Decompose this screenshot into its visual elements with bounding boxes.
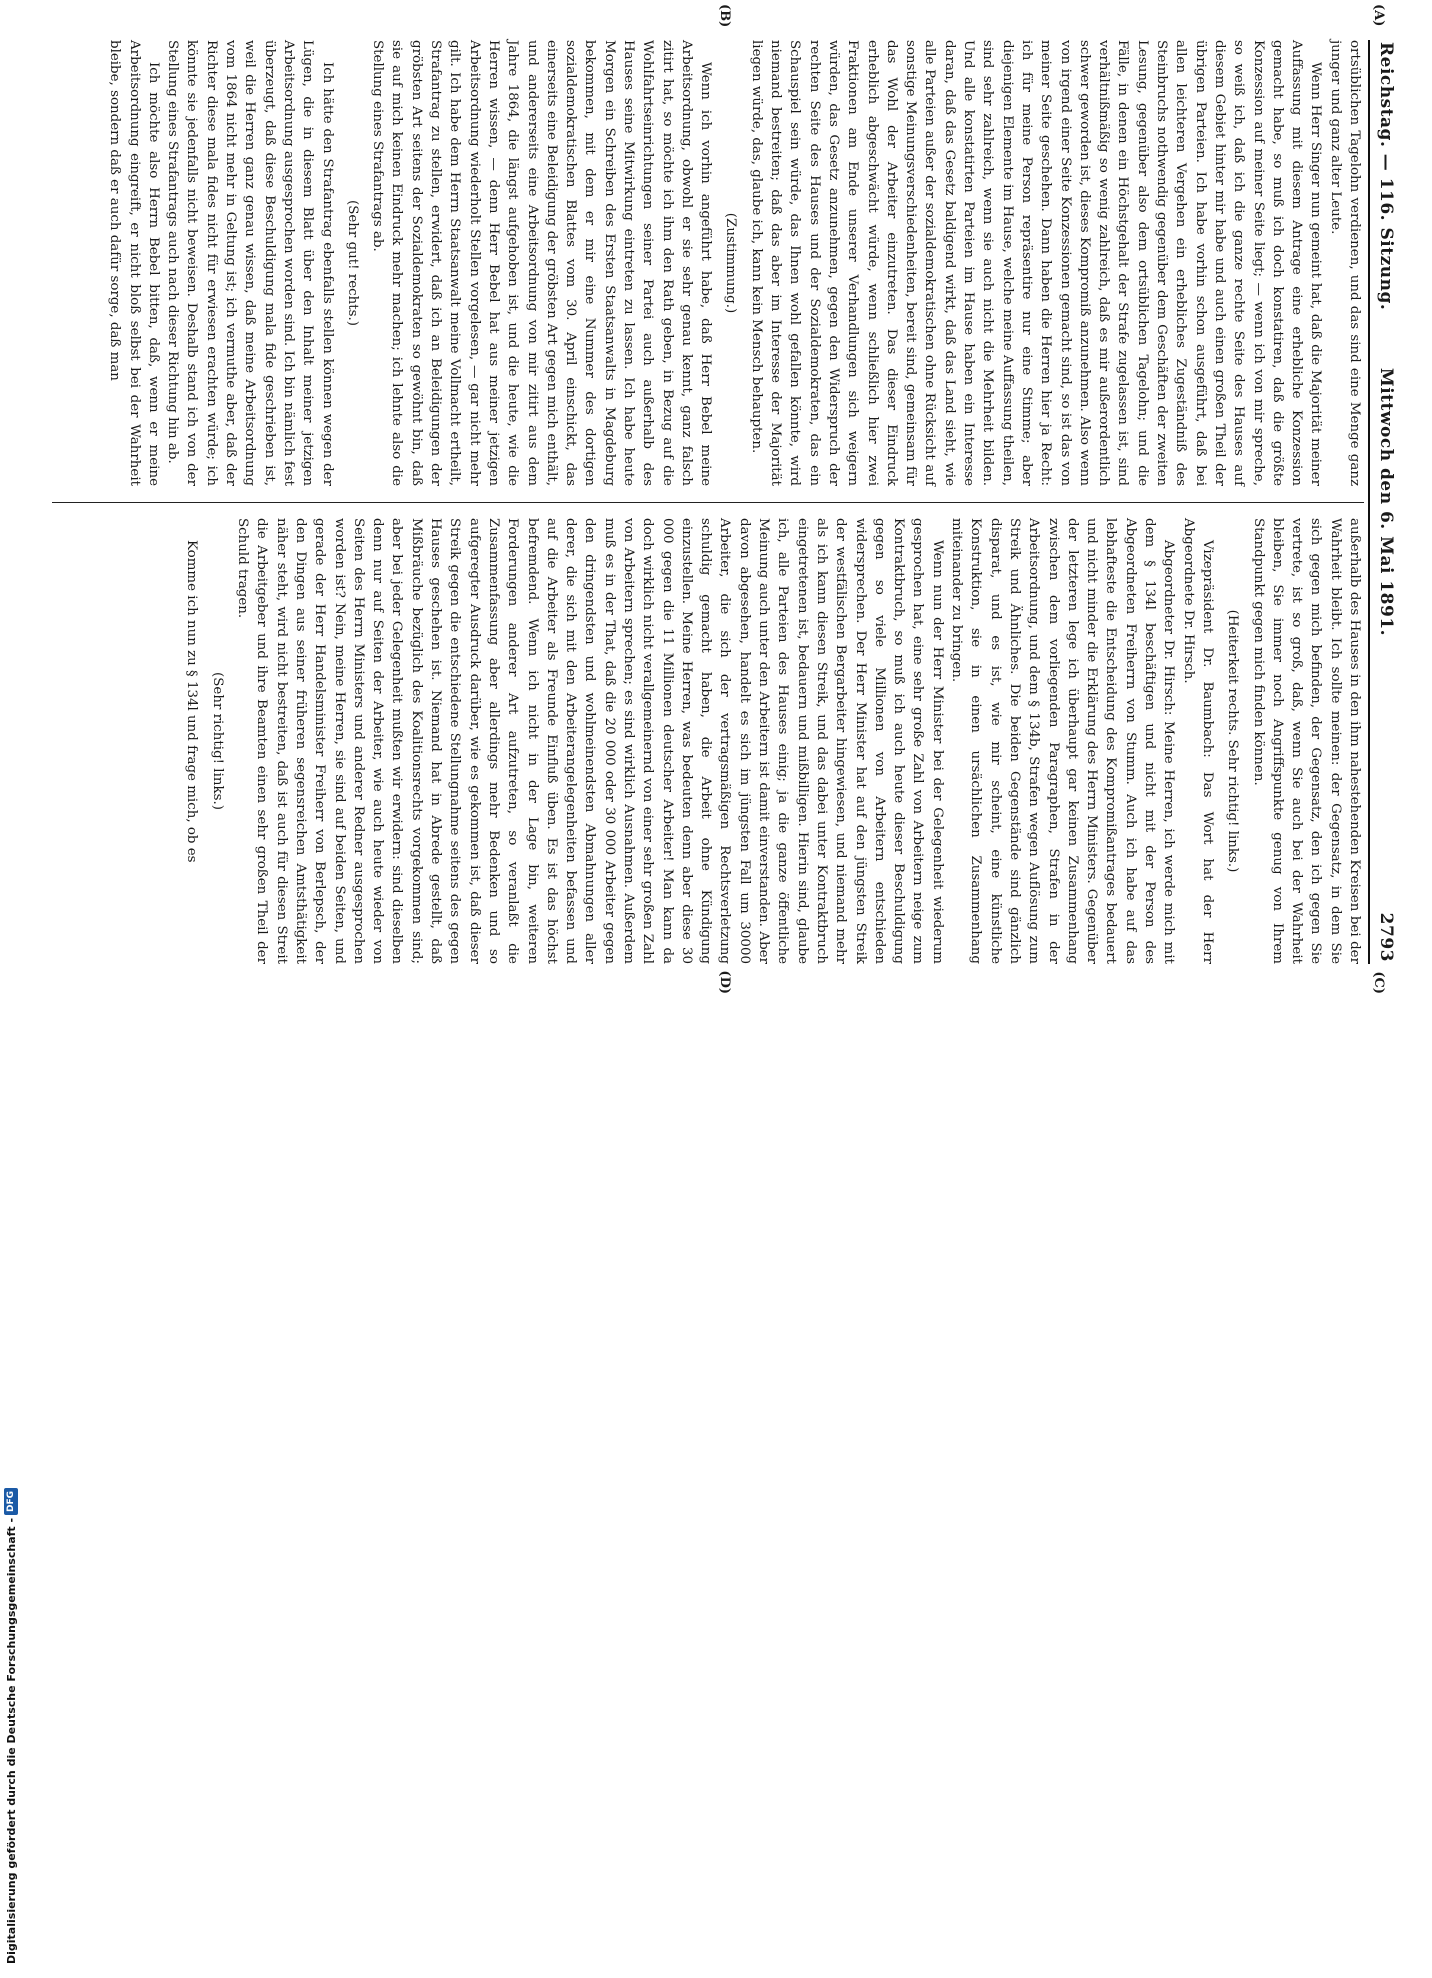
margin-marker-d: (D) xyxy=(717,970,732,994)
page-header xyxy=(1368,40,1404,964)
credit-text: Digitalisierung gefördert durch die Deutsche Forschungsgemeinschaft - xyxy=(4,1517,18,1964)
session-title: Reichstag. — 116. Sitzung. xyxy=(1376,42,1396,311)
paragraph: Komme ich nun zu § 134l und frage mich, ob es xyxy=(184,540,200,863)
applause-note: (Heiterkeit rechts. Sehr richtig! links.) xyxy=(1225,609,1241,873)
margin-marker-b: (B) xyxy=(717,4,732,28)
paragraph: Wenn ich vorhin angeführt habe, daß Herr Bebel meine Arbeitsordnung, obwohl er sie sehr genau kennt, ganz falsch zitirt hat, so möchte ich ihm den Rath geben, in Bezug auf die Wohlfahrtseinrichtungen seiner Partei auch außerhalb des Hauses seine Mitwirkung eintreten zu lassen. Ich habe heute Morgen ein Schreiben des Ersten Staatsanwalts in Magdeburg bekommen, mit dem er mir eine Nummer des dortigen sozialdemokratischen Blattes vom 30. April einschickt, das einerseits eine Beleidigung der gröbsten Art gegen mich enthält, und andererseits eine Arbeitsordnung von mir zitirt aus dem Jahre 1864, die längst aufgehoben ist, und die heute, wie die Herren wissen, — denn Herr Bebel hat aus meiner jetzigen Arbeitsordnung wiederholt Stellen vorgelesen, — gar nicht mehr gilt. Ich habe dem Herrn Staatsanwalt meine Vollmacht ertheilt, Strafantrag zu stellen, erwidert, daß ich an Beleidigungen der gröbsten Art seitens der Sozialdemokraten so gewöhnt bin, daß sie auf mich keinen Eindruck mehr machen; ich lehnte also die Stellung eines Strafantrags ab. xyxy=(370,40,714,486)
paragraph: Ich hätte den Strafantrag ebenfalls stellen können wegen der Lügen, die in diesem Blatt über den Inhalt meiner jetzigen Arbeitsordnung ausgesprochen worden sind. Ich bin nämlich fest überzeugt, daß diese Beschuldigung mala fide geschrieben ist, weil die Herren ganz genau wissen, daß meine Arbeitsordnung vom 1864 nicht mehr in Geltung ist; ich vermuthe aber, daß der Richter diese mala fides nicht für erwiesen erachten würde; ich könnte sie jedenfalls nicht beweisen. Deshalb stand ich von der Stellung eines Strafantrags auch nach dieser Richtung hin ab. xyxy=(165,40,335,486)
digitization-credit xyxy=(0,978,22,1978)
session-date: Mittwoch den 6. Mai 1891. xyxy=(1376,367,1396,637)
left-column xyxy=(52,40,1364,486)
text-columns xyxy=(52,40,1364,964)
margin-marker-c: (C) xyxy=(1371,971,1386,994)
applause-note: (Sehr richtig! links.) xyxy=(209,672,225,810)
paragraph: Wenn Herr Singer nun gemeint hat, daß die Majorität meiner Auffassung mit diesem Antrage eine erhebliche Konzession gemacht habe, so muß ich doch konstatiren, daß die größte Konzession auf meiner Seite liegt; — wenn ich von mir spreche, so weiß ich, daß ich die ganze rechte Seite des Hauses auf diesem Gebiet hinter mir habe und auch einen großen Theil der übrigen Parteien. Ich habe vorhin schon ausgeführt, daß bei allen leichteren Vergehen ein erhebliches Zugeständniß des Steinbruchs nothwendig gegenüber dem Geschäften der zweiten Lesung, gegenüber also dem ortsüblichen Tagelohn; und die Fälle, in denen ein Höchstgehalt der Strafe zugelassen ist, sind verhältnißmäßig so wenig zahlreich, daß es mir außerordentlich schwer geworden ist, dieses Kompromiß anzunehmen. Also wenn von irgend einer Seite Konzessionen gemacht sind, so ist das von meiner Seite geschehen. Dann haben die Herren hier ja Recht: ich für meine Person repräsentire nur eine Stimme; aber diejenigen Elemente im Hause, welche meine Auffassung theilen, sind sehr zahlreich, wenn sie auch nicht die Mehrheit bilden. Und alle konstatirten Parteien im Hause haben ein Interesse daran, daß das Gesetz baldigend wirkt, daß das Land sieht, wie alle Parteien außer der sozialdemokratischen ohne Rücksicht auf sonstige Meinungsverschiedenheiten, bereit sind, gemeinsam für das Wohl der Arbeiter einzutreten. Das dieser Eindruck erheblich abgeschwächt würde, wenn schließlich hier zwei Fraktionen am Ende unserer Verhandlungen sich weigern würden, das Gesetz anzunehmen, gegen den Widerspruch der rechten Seite des Hauses und der Sozialdemokraten, das ein Schauspiel sein würde, das Ihnen wohl gefallen könnte, wird niemand bestreiten; daß das aber im Interesse der Majorität liegen würde, das, glaube ich, kann kein Mensch behaupten. xyxy=(748,40,1324,486)
paragraph: ortsüblichen Tagelohn verdienen, und das sind eine Menge ganz junger und ganz alter Leute. xyxy=(1327,40,1362,486)
dfg-logo: DFG xyxy=(4,1488,18,1515)
column-divider xyxy=(52,502,1364,503)
applause-note: (Sehr gut! rechts.) xyxy=(344,199,360,326)
margin-marker-a: (A) xyxy=(1371,4,1386,27)
paragraph: Wenn nun der Herr Minister bei der Gelegenheit wiederum gesprochen hat, eine sehr große Zahl von Arbeitern neige zum Kontraktbruch, so muß ich auch heute dieser Beschuldigung gegen so viele Millionen von Arbeitern entschieden widersprechen. Der Herr Minister hat auf den jüngsten Streik der westfälischen Bergarbeiter hingewiesen, und niemand mehr als ich kann diesen Streik, und das dabei unter Kontraktbruch eingetretenen ist, bedauern und mißbilligen. Hierin sind, glaube ich, alle Parteien des Hauses einig; ja die ganze öffentliche Meinung auch unter den Arbeitern ist damit einverstanden. Aber davon abgesehen, handelt es sich im jüngsten Fall um 30000 Arbeiter, die sich der vertragsmäßigen Rechtsverletzung schuldig gemacht haben, die Arbeit ohne Kündigung einzustellen. Meine Herren, was bedeuten denn aber diese 30 000 gegen die 11 Millionen deutscher Arbeiter! Man kann da doch wirklich nicht verallgemeinernd von einer sehr großen Zahl von Arbeitern sprechen; es sind wirklich Ausnahmen. Außerdem muß es in der That, daß die 20 000 oder 30 000 Arbeiter gegen den dringendsten und wohlmeinendsten Abmahnungen aller derer, die sich mit den Arbeiterangelegenheiten befassen und auf die Arbeiter als Freunde Einfluß üben. Es ist das höchst befremdend. Wenn ich nicht in der Lage bin, weiteren Forderungen anderer Art aufzutreten, so veranlaßt die Zusammenfassung aber allerdings mehr Bedenken und so aufgeregter Ausdruck darüber, wie es gekommen ist, daß dieser Streik gegen die entschiedene Stellungnahme seitens des gegen Hauses geschehen ist. Niemand hat in Abrede gestellt, daß Mißbräuche bezüglich des Koalitionsrechts vorgekommen sind; aber bei jeder Gelegenheit mußten wir erwidern: sind dieselben denn nur auf Seiten der Arbeiter, wie auch heute wieder von Seiten des Herrn Ministers und anderer Redner ausgesprochen worden ist? Nein, meine Herren, sie sind auf beiden Seiten, und gerade der Herr Handelsminister Freiherr von Berlepsch, der den Dingen aus seiner früheren segensreichen Amtsthätigkeit näher steht, wird nicht bestreiten, daß ist auch für diesen Streit die Arbeitgeber und ihre Beamten einen sehr großen Theil der Schuld tragen. xyxy=(235,518,945,964)
paragraph: Ich möchte also Herrn Bebel bitten, daß, wenn er meine Arbeitsordnung eingreift, er nicht bloß selbst bei der Wahrheit bleibe, sondern daß er auch dafür sorge, daß man xyxy=(107,40,161,486)
speaker-paragraph: Vizepräsident Dr. Baumbach: Das Wort hat der Herr Abgeordnete Dr. Hirsch. xyxy=(1180,518,1215,964)
speaker-paragraph: Abgeordneter Dr. Hirsch: Meine Herren, ich werde mich mit dem § 134l beschäftigen und nicht mit der Person des Abgeordneten Freiherrn von Stumm. Auch ich habe auf das lebhafteste die Entscheidung des Kompromißantrages bedauert und nicht minder die Erklärung des Herrn Ministers. Gegenüber der letzteren lege ich überhaupt gar keinen Zusammenhang zwischen dem vorliegenden Paragraphen, Strafen in der Arbeitsordnung, und dem § 134b, Strafen wegen Auflösung zum Streik und Ähnliches. Die beiden Gegenstände sind gänzlich disparat, und es ist, wie mir scheint, eine künstliche Konstruktion, sie in einen ursächlichen Zusammenhang miteinander zu bringen. xyxy=(949,518,1177,964)
right-column xyxy=(52,518,1364,964)
applause-note: (Zustimmung.) xyxy=(723,212,739,314)
rotated-page xyxy=(32,0,1432,1000)
page-number: 2793 xyxy=(1376,912,1396,962)
paragraph: außerhalb des Hauses in den ihm nahestehenden Kreisen bei der Wahrheit bleibt. Ich sollte meinen: der Gegensatz, in dem Sie sich gegen mich befinden, der Gegensatz, den ich gegen Sie vertrete, ist so groß, daß, wenn Sie auch bei der Wahrheit bleiben, Sie immer noch Angriffspunkte genug von Ihrem Standpunkt gegen mich finden können. xyxy=(1250,518,1362,964)
